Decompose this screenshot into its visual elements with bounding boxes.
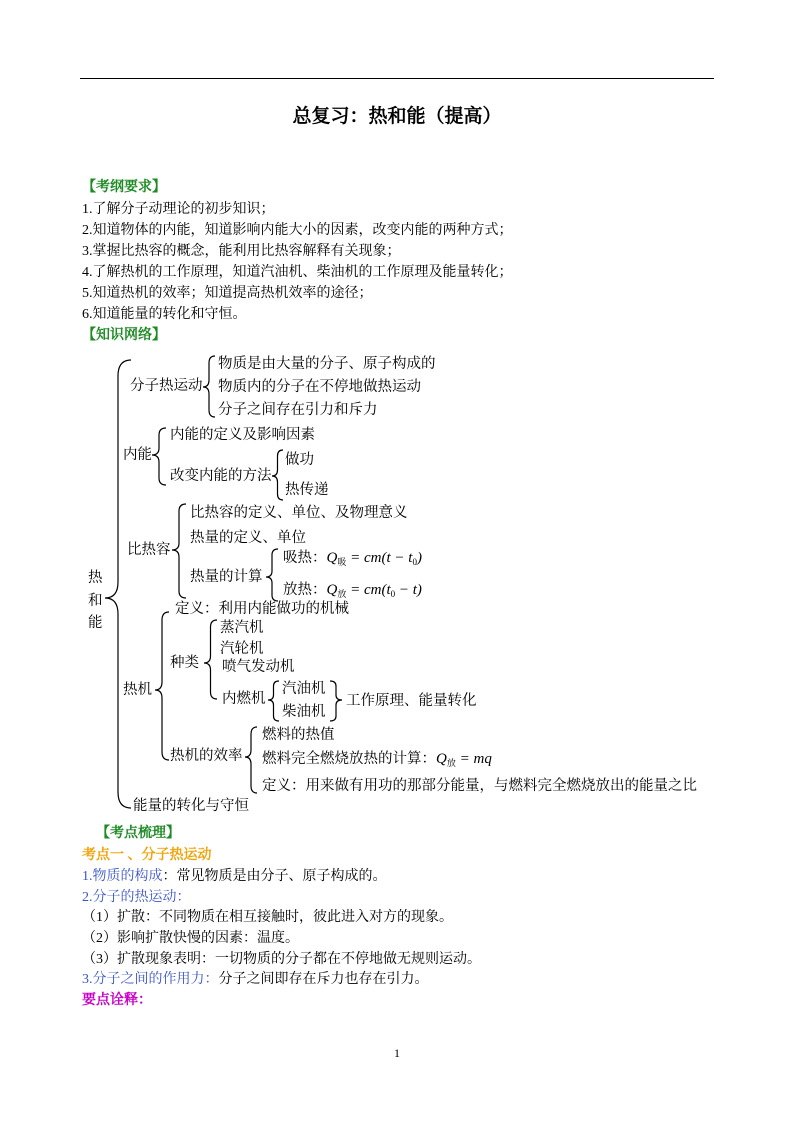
node-efficiency-definition: 定义：用来做有用功的那部分能量，与燃料完全燃烧放出的能量之比 [262, 778, 697, 794]
key-points-heading: 【考点梳理】 [96, 826, 180, 841]
node-combustion-note: 工作原理、能量转化 [346, 693, 477, 709]
brace-heat-engine [155, 612, 169, 760]
brace-combustion-right [330, 681, 342, 721]
node-internal-methods: 改变内能的方法 [170, 468, 272, 484]
node-engine-efficiency: 热机的效率 [170, 748, 243, 764]
syllabus-item: 6.知道能量的转化和守恒。 [82, 307, 247, 322]
node-molecular-item: 分子之间存在引力和斥力 [218, 402, 378, 418]
syllabus-item: 3.掌握比热容的概念，能利用比热容解释有关现象； [82, 244, 401, 259]
syllabus-heading: 【考纲要求】 [82, 180, 166, 195]
node-internal-energy: 内能 [123, 447, 152, 463]
node-combustion-engine: 柴油机 [282, 704, 326, 720]
brace-engine-efficiency [245, 727, 257, 793]
node-fuel-value: 燃料的热值 [262, 727, 335, 743]
formula-label: 吸热： [283, 550, 327, 566]
syllabus-item: 4.了解热机的工作原理，知道汽油机、柴油机的工作原理及能量转化； [82, 265, 513, 280]
brace-internal-energy [152, 428, 166, 485]
formula-heat-absorbed [283, 551, 422, 566]
node-molecular-motion: 分子热运动 [130, 378, 203, 394]
node-internal-definition: 内能的定义及影响因素 [170, 427, 315, 443]
node-specific-heat-item: 热量的定义、单位 [190, 530, 306, 546]
formula-combustion-heat [262, 752, 492, 767]
network-heading: 【知识网络】 [82, 328, 166, 343]
syllabus-item: 2.知道物体的内能，知道影响内能大小的因素，改变内能的两种方式； [82, 223, 513, 238]
key-point-text: ：常见物质是由分子、原子构成的。 [162, 869, 387, 884]
node-internal-combustion: 内燃机 [222, 691, 266, 707]
formula-expression: $Q_放$ = mq [436, 751, 492, 768]
brace-molecular-motion [203, 356, 215, 417]
formula-heat-released [283, 583, 422, 598]
node-molecular-item: 物质是由大量的分子、原子构成的 [218, 356, 436, 372]
key-point [82, 973, 429, 987]
node-specific-heat-item: 比热容的定义、单位、及物理意义 [190, 505, 408, 521]
network-root-char: 和 [88, 593, 103, 609]
node-combustion-engine: 汽油机 [282, 681, 326, 697]
syllabus-item: 1.了解分子动理论的初步知识； [82, 202, 275, 217]
node-heat-calculation: 热量的计算 [190, 569, 263, 585]
formula-label: 燃料完全燃烧放热的计算： [262, 751, 436, 767]
node-molecular-item: 物质内的分子在不停地做热运动 [218, 379, 421, 395]
key-point-subitem: （3）扩散现象表明：一切物质的分子都在不停地做无规则运动。 [82, 952, 481, 967]
network-root-char: 能 [88, 615, 103, 631]
brace-specific-heat [172, 504, 186, 598]
key-point-term: 2.分子的热运动： [82, 890, 191, 905]
syllabus-item: 5.知道热机的效率；知道提高热机效率的途径； [82, 286, 373, 301]
key-point-term: 1.物质的构成 [82, 869, 163, 884]
page-number: 1 [394, 1046, 400, 1060]
key-point [82, 870, 387, 884]
node-method-item: 做功 [285, 452, 314, 468]
node-specific-heat: 比热容 [127, 542, 171, 558]
topic-heading: 考点一 、分子热运动 [82, 848, 212, 863]
node-method-item: 热传递 [285, 482, 329, 498]
node-engine-type: 汽轮机 [220, 641, 264, 657]
node-heat-engine: 热机 [123, 682, 152, 698]
node-energy-conservation: 能量的转化与守恒 [133, 798, 249, 814]
node-engine-type: 喷气发动机 [222, 659, 295, 675]
key-point-text: 分子之间即存在斥力也存在引力。 [218, 972, 429, 987]
brace-heat-and-energy [105, 360, 131, 808]
brace-internal-combustion [268, 681, 279, 721]
notes-heading: 要点诠释： [82, 993, 152, 1008]
brace-change-methods [272, 450, 283, 500]
node-engine-types: 种类 [170, 655, 199, 671]
formula-expression: $Q_吸 = cm(t - t_0)$ [326, 550, 422, 567]
page-title: 总复习：热和能（提高） [292, 106, 502, 127]
key-point-term: 3.分子之间的作用力： [82, 972, 219, 987]
formula-label: 放热： [283, 582, 327, 598]
brace-heat-calculation [266, 549, 278, 601]
key-point-subitem: （2）影响扩散快慢的因素：温度。 [82, 931, 299, 946]
formula-expression: $Q_放 = cm(t_0 - t)$ [326, 582, 422, 599]
node-engine-type: 蒸汽机 [220, 620, 264, 636]
node-engine-definition: 定义：利用内能做功的机械 [175, 601, 349, 617]
brace-engine-types [204, 620, 217, 699]
network-root-char: 热 [88, 570, 103, 586]
key-point-subitem: （1）扩散：不同物质在相互接触时，彼此进入对方的现象。 [82, 910, 453, 925]
